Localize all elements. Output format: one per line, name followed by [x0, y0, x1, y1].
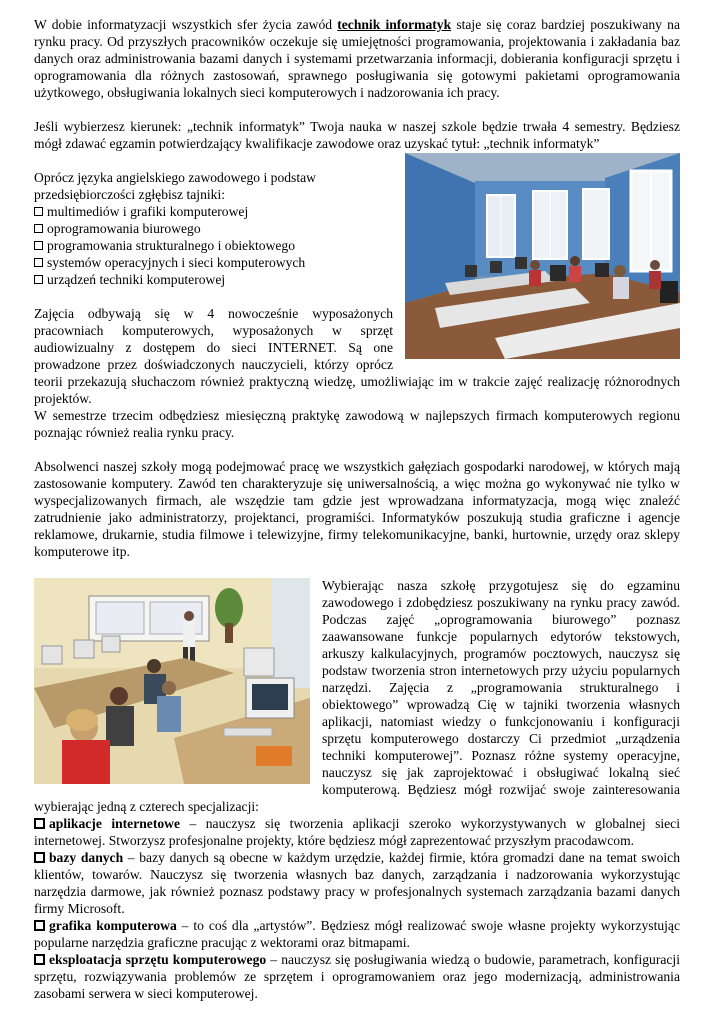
- list-item: multimediów i grafiki komputerowej: [34, 203, 680, 220]
- intro-paragraph: W dobie informatyzacji wszystkich sfer życia zawód technik informatyk staje się coraz bardziej poszukiwany na rynku pracy. Od przyszłych pracowników oczekuje się umiejętności programowania, projektowania i zakładania baz danych oraz administrowania bazami danych i systemami przetwarzania informacji, dobierania konfiguracji sprzętu i oprogramowania dla różnych zastosowań, sprawnego posługiwania się gotowymi pakietami oprogramowania użytkowego, obsługiwania lokalnych sieci komputerowych i nadzorowania ich pracy.: [34, 17, 680, 100]
- list-item: oprogramowania biurowego: [34, 220, 680, 237]
- graduates-paragraph: Absolwenci naszej szkoły mogą podejmować pracę we wszystkich gałęziach gospodarki narodowej, w których mają zastosowanie komputery. Zawód ten charakteryzuje się uniwersalnością, a więc można go wykonywać nie tylko w wyspecjalizowanych firmach, ale wszędzie tam gdzie jest wprowadzana informatyzacja, mogą więc znaleźć zatrudnienie jako administratorzy, projektanci, programiści. Informatyków poszukują studia graficzne i agencje reklamowe, drukarnie, studia filmowe i telewizyjne, firmy telekomunikacyjne, banki, hurtownie, urzędy oraz sklepy komputerowe itp.: [34, 459, 680, 559]
- specialization-aplikacje-internetowe: aplikacje internetowe – nauczysz się tworzenia aplikacji szeroko wykorzystywanych w globalnej sieci internetowej. Stworzysz profesjonalne projekty, które będziesz mógł zaprezentować przyszłym pracodawcom.: [34, 816, 680, 848]
- subjects-intro-line-1: Oprócz języka angielskiego zawodowego i podstaw: [34, 170, 316, 185]
- checkbox-bullet-icon: [34, 275, 43, 284]
- checkbox-bullet-icon: [34, 258, 43, 267]
- checkbox-bullet-icon: [34, 920, 45, 931]
- checkbox-bullet-icon: [34, 852, 45, 863]
- list-item: programowania strukturalnego i obiektowego: [34, 237, 680, 254]
- specialization-grafika-komputerowa: grafika komputerowa – to coś dla „artystów”. Będziesz mógł realizować swoje własne projekty wykorzystując popularne narzędzia graficzne pracując z wektorami oraz bitmapami.: [34, 918, 680, 950]
- checkbox-bullet-icon: [34, 241, 43, 250]
- classes-paragraph: Zajęcia odbywają się w 4 nowocześnie wyposażonych pracowniach komputerowych, wyposażonych w sprzęt audiowizualny z dostępem do sieci INTERNET. Są one prowadzone przez doświadczonych nauczycieli, którzy oprócz teorii przekazują słuchaczom również praktyczną wiedzę, umożliwiając im w trakcie zajęć realizację różnorodnych projektów.: [34, 306, 680, 406]
- checkbox-bullet-icon: [34, 954, 45, 965]
- profession-name: technik informatyk: [337, 17, 452, 32]
- school-offer-paragraph: Wybierając nasza szkołę przygotujesz się do egzaminu zawodowego i zdobędziesz poszukiwany na rynku pracy zawód. Podczas zajęć „oprogramowania biurowego” poznasz zaawansowane funkcje popularnych edytorów tekstowych, arkuszy kalkulacyjnych, programów pocztowych, nauczysz się podstaw tworzenia stron internetowych przy użyciu popularnych narzędzi. Zajęcia z „programowania strukturalnego i obiektowego” wprowadzą Cię w tajniki tworzenia własnych aplikacji, natomiast wiedzy o funkcjonowaniu i konfiguracji sprzętu komputerowego dostarczy Ci przedmiot „urządzenia techniki komputerowej”. Poznasz różne systemy operacyjne, nauczysz się jak zaprojektować i obsługiwać lokalną sieć komputerową. Będziesz mógł rozwijać swoje zainteresowania wybierając jedną z czterech specjalizacji:: [34, 578, 680, 814]
- list-item: urządzeń techniki komputerowej: [34, 271, 680, 288]
- computer-lab-photo: [405, 153, 680, 359]
- subjects-intro-line-2: przedsiębiorczości zgłębisz tajniki:: [34, 187, 225, 202]
- checkbox-bullet-icon: [34, 818, 45, 829]
- classroom-students-photo: [34, 578, 310, 784]
- internship-paragraph: W semestrze trzecim odbędziesz miesięczną praktykę zawodową w najlepszych firmach komputerowych regionu poznając również realia rynku pracy.: [34, 408, 680, 440]
- checkbox-bullet-icon: [34, 207, 43, 216]
- document-page: [34, 16, 680, 1002]
- checkbox-bullet-icon: [34, 224, 43, 233]
- course-duration-paragraph: Jeśli wybierzesz kierunek: „technik informatyk” Twoja nauka w naszej szkole będzie trwała 4 semestry. Będziesz mógł zdawać egzamin potwierdzający kwalifikacje zawodowe oraz uzyskać tytuł: „technik informatyk”: [34, 119, 680, 151]
- specialization-eksploatacja-sprzetu: eksploatacja sprzętu komputerowego – nauczysz się posługiwania wiedzą o budowie, parametrach, konfiguracji sprzętu, rozwiązywania problemów ze sprzętem i oprogramowaniem oraz jego modernizacją, administrowania zasobami serwera w sieci komputerowej.: [34, 952, 680, 1001]
- specialization-bazy-danych: bazy danych – bazy danych są obecne w każdym urzędzie, każdej firmie, która gromadzi dane na temat swoich klientów, towarów. Nauczysz się tworzenia własnych baz danych, zarządzania i nadzorowania wykorzystując narzędzia darmowe, jak również poznasz podstawy pracy w profesjonalnych systemach zarządzania bazami danych firmy Microsoft.: [34, 850, 680, 916]
- list-item: systemów operacyjnych i sieci komputerowych: [34, 254, 680, 271]
